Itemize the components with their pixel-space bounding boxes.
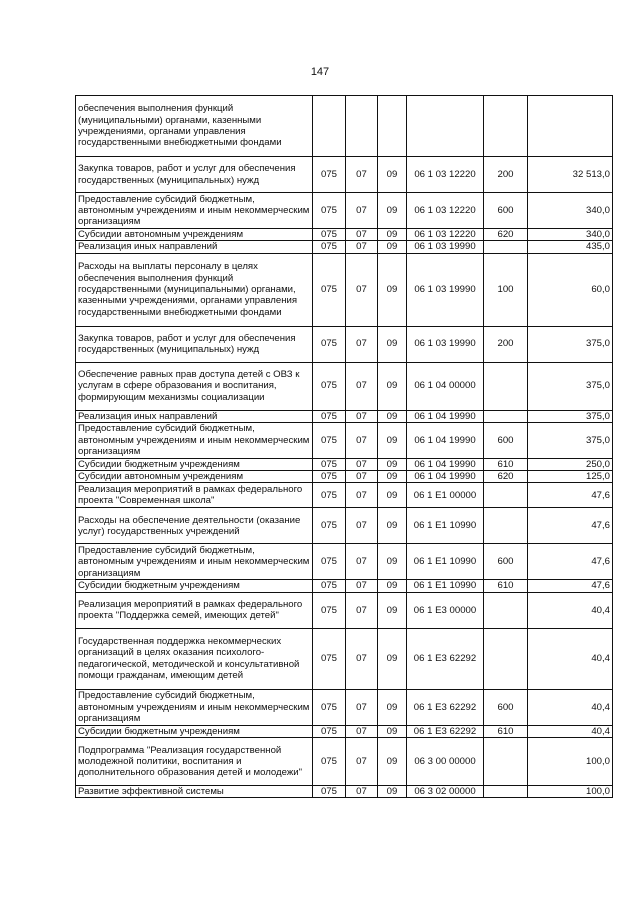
- table-row: [76, 544, 613, 580]
- ministry-code: 075: [313, 410, 346, 422]
- target-code: 06 1 03 19990: [407, 326, 484, 362]
- section-code: 07: [346, 193, 378, 229]
- target-code: 06 1 E3 62292: [407, 628, 484, 689]
- section-code: [346, 96, 378, 157]
- ministry-code: 075: [313, 689, 346, 725]
- table-row: [76, 508, 613, 544]
- amount: 340,0: [528, 193, 613, 229]
- section-code: 07: [346, 362, 378, 410]
- ministry-code: 075: [313, 592, 346, 628]
- row-name: Субсидии бюджетным учреждениям: [76, 725, 313, 737]
- section-code: 07: [346, 410, 378, 422]
- expense-type-code: 600: [484, 544, 528, 580]
- target-code: 06 1 03 12220: [407, 229, 484, 241]
- row-name: Расходы на обеспечение деятельности (оказание услуг) государственных учреждений: [76, 508, 313, 544]
- table-row: [76, 471, 613, 483]
- expense-type-code: [484, 410, 528, 422]
- row-name: Расходы на выплаты персоналу в целях обеспечения выполнения функций государственными (муниципальными) органами, казенными учреждениями, органами управления государственными внебюджетными фондами: [76, 253, 313, 326]
- target-code: 06 1 04 19990: [407, 410, 484, 422]
- amount: 375,0: [528, 422, 613, 458]
- row-name: Субсидии бюджетным учреждениям: [76, 458, 313, 470]
- amount: 40,4: [528, 689, 613, 725]
- budget-table: [75, 95, 613, 798]
- subsection-code: 09: [378, 725, 407, 737]
- ministry-code: 075: [313, 471, 346, 483]
- ministry-code: 075: [313, 193, 346, 229]
- subsection-code: 09: [378, 326, 407, 362]
- target-code: [407, 96, 484, 157]
- subsection-code: 09: [378, 689, 407, 725]
- table-row: [76, 241, 613, 253]
- table-row: [76, 738, 613, 786]
- target-code: 06 1 E1 00000: [407, 483, 484, 508]
- expense-type-code: [484, 508, 528, 544]
- row-name: Предоставление субсидий бюджетным, автономным учреждениям и иным некоммерческим организациям: [76, 422, 313, 458]
- row-name: Развитие эффективной системы: [76, 786, 313, 798]
- row-name: Реализация иных направлений: [76, 410, 313, 422]
- ministry-code: 075: [313, 786, 346, 798]
- expense-type-code: 600: [484, 422, 528, 458]
- row-name: Субсидии автономным учреждениям: [76, 471, 313, 483]
- table-row: [76, 253, 613, 326]
- expense-type-code: 100: [484, 253, 528, 326]
- target-code: 06 1 03 19990: [407, 253, 484, 326]
- ministry-code: [313, 96, 346, 157]
- row-name: Предоставление субсидий бюджетным, автономным учреждениям и иным некоммерческим организациям: [76, 689, 313, 725]
- subsection-code: 09: [378, 157, 407, 193]
- target-code: 06 3 00 00000: [407, 738, 484, 786]
- expense-type-code: 600: [484, 193, 528, 229]
- row-name: Субсидии автономным учреждениям: [76, 229, 313, 241]
- target-code: 06 1 03 12220: [407, 193, 484, 229]
- table-row: [76, 193, 613, 229]
- amount: 47,6: [528, 580, 613, 592]
- table-row: [76, 483, 613, 508]
- target-code: 06 1 04 19990: [407, 471, 484, 483]
- table-row: [76, 592, 613, 628]
- amount: 40,4: [528, 628, 613, 689]
- target-code: 06 1 E1 10990: [407, 544, 484, 580]
- ministry-code: 075: [313, 508, 346, 544]
- row-name: Предоставление субсидий бюджетным, автономным учреждениям и иным некоммерческим организациям: [76, 544, 313, 580]
- ministry-code: 075: [313, 362, 346, 410]
- expense-type-code: [484, 483, 528, 508]
- ministry-code: 075: [313, 229, 346, 241]
- expense-type-code: [484, 592, 528, 628]
- row-name: Субсидии бюджетным учреждениям: [76, 580, 313, 592]
- expense-type-code: [484, 786, 528, 798]
- subsection-code: 09: [378, 508, 407, 544]
- expense-type-code: [484, 628, 528, 689]
- section-code: 07: [346, 786, 378, 798]
- target-code: 06 1 E3 62292: [407, 689, 484, 725]
- subsection-code: 09: [378, 410, 407, 422]
- expense-type-code: 200: [484, 157, 528, 193]
- section-code: 07: [346, 458, 378, 470]
- expense-type-code: [484, 96, 528, 157]
- expense-type-code: [484, 362, 528, 410]
- section-code: 07: [346, 241, 378, 253]
- subsection-code: 09: [378, 471, 407, 483]
- ministry-code: 075: [313, 544, 346, 580]
- amount: 375,0: [528, 326, 613, 362]
- amount: 100,0: [528, 738, 613, 786]
- table-row: [76, 422, 613, 458]
- target-code: 06 1 E1 10990: [407, 580, 484, 592]
- row-name: Подпрограмма "Реализация государственной молодежной политики, воспитания и дополнительного образования детей и молодежи": [76, 738, 313, 786]
- subsection-code: 09: [378, 544, 407, 580]
- subsection-code: 09: [378, 483, 407, 508]
- section-code: 07: [346, 326, 378, 362]
- ministry-code: 075: [313, 458, 346, 470]
- table-row: [76, 326, 613, 362]
- ministry-code: 075: [313, 628, 346, 689]
- expense-type-code: 610: [484, 580, 528, 592]
- subsection-code: [378, 96, 407, 157]
- target-code: 06 1 04 19990: [407, 422, 484, 458]
- ministry-code: 075: [313, 483, 346, 508]
- expense-type-code: 610: [484, 458, 528, 470]
- subsection-code: 09: [378, 253, 407, 326]
- row-name: Обеспечение равных прав доступа детей с ОВЗ к услугам в сфере образования и воспитания, формирующим механизмы социализации: [76, 362, 313, 410]
- amount: 47,6: [528, 508, 613, 544]
- row-name: Предоставление субсидий бюджетным, автономным учреждениям и иным некоммерческим организациям: [76, 193, 313, 229]
- ministry-code: 075: [313, 253, 346, 326]
- target-code: 06 1 E3 62292: [407, 725, 484, 737]
- subsection-code: 09: [378, 229, 407, 241]
- table-row: [76, 410, 613, 422]
- section-code: 07: [346, 592, 378, 628]
- section-code: 07: [346, 483, 378, 508]
- table-row: [76, 628, 613, 689]
- amount: 375,0: [528, 362, 613, 410]
- expense-type-code: 600: [484, 689, 528, 725]
- amount: 40,4: [528, 592, 613, 628]
- expense-type-code: 620: [484, 471, 528, 483]
- subsection-code: 09: [378, 422, 407, 458]
- ministry-code: 075: [313, 725, 346, 737]
- row-name: Реализация иных направлений: [76, 241, 313, 253]
- section-code: 07: [346, 628, 378, 689]
- subsection-code: 09: [378, 580, 407, 592]
- target-code: 06 3 02 00000: [407, 786, 484, 798]
- table-row: [76, 362, 613, 410]
- target-code: 06 1 04 19990: [407, 458, 484, 470]
- amount: 340,0: [528, 229, 613, 241]
- subsection-code: 09: [378, 592, 407, 628]
- section-code: 07: [346, 544, 378, 580]
- amount: 250,0: [528, 458, 613, 470]
- amount: 125,0: [528, 471, 613, 483]
- row-name: Закупка товаров, работ и услуг для обеспечения государственных (муниципальных) нужд: [76, 326, 313, 362]
- expense-type-code: 610: [484, 725, 528, 737]
- target-code: 06 1 03 19990: [407, 241, 484, 253]
- target-code: 06 1 03 12220: [407, 157, 484, 193]
- row-name: Государственная поддержка некоммерческих организаций в целях оказания психолого-педагогической, методической и консультативной помощи гражданам, имеющим детей: [76, 628, 313, 689]
- subsection-code: 09: [378, 362, 407, 410]
- target-code: 06 1 E3 00000: [407, 592, 484, 628]
- subsection-code: 09: [378, 786, 407, 798]
- section-code: 07: [346, 738, 378, 786]
- subsection-code: 09: [378, 738, 407, 786]
- expense-type-code: [484, 738, 528, 786]
- row-name: Закупка товаров, работ и услуг для обеспечения государственных (муниципальных) нужд: [76, 157, 313, 193]
- row-name: Реализация мероприятий в рамках федерального проекта "Поддержка семей, имеющих детей": [76, 592, 313, 628]
- ministry-code: 075: [313, 157, 346, 193]
- subsection-code: 09: [378, 458, 407, 470]
- ministry-code: 075: [313, 422, 346, 458]
- row-name: обеспечения выполнения функций (муниципальными) органами, казенными учреждениями, органами управления государственными внебюджетными фондами: [76, 96, 313, 157]
- table-row: [76, 580, 613, 592]
- section-code: 07: [346, 157, 378, 193]
- section-code: 07: [346, 471, 378, 483]
- page-number: 147: [310, 66, 330, 78]
- ministry-code: 075: [313, 326, 346, 362]
- expense-type-code: [484, 241, 528, 253]
- budget-table-body: [76, 96, 613, 798]
- table-row: [76, 725, 613, 737]
- target-code: 06 1 04 00000: [407, 362, 484, 410]
- table-row: [76, 786, 613, 798]
- amount: 47,6: [528, 544, 613, 580]
- section-code: 07: [346, 229, 378, 241]
- table-row: [76, 689, 613, 725]
- amount: 435,0: [528, 241, 613, 253]
- section-code: 07: [346, 253, 378, 326]
- expense-type-code: 620: [484, 229, 528, 241]
- amount: 32 513,0: [528, 157, 613, 193]
- section-code: 07: [346, 689, 378, 725]
- subsection-code: 09: [378, 628, 407, 689]
- section-code: 07: [346, 725, 378, 737]
- amount: 100,0: [528, 786, 613, 798]
- amount: [528, 96, 613, 157]
- subsection-code: 09: [378, 241, 407, 253]
- table-row: [76, 96, 613, 157]
- amount: 375,0: [528, 410, 613, 422]
- section-code: 07: [346, 580, 378, 592]
- row-name: Реализация мероприятий в рамках федерального проекта "Современная школа": [76, 483, 313, 508]
- amount: 60,0: [528, 253, 613, 326]
- expense-type-code: 200: [484, 326, 528, 362]
- table-row: [76, 157, 613, 193]
- table-row: [76, 229, 613, 241]
- section-code: 07: [346, 422, 378, 458]
- target-code: 06 1 E1 10990: [407, 508, 484, 544]
- ministry-code: 075: [313, 738, 346, 786]
- ministry-code: 075: [313, 241, 346, 253]
- ministry-code: 075: [313, 580, 346, 592]
- amount: 47,6: [528, 483, 613, 508]
- table-row: [76, 458, 613, 470]
- amount: 40,4: [528, 725, 613, 737]
- section-code: 07: [346, 508, 378, 544]
- subsection-code: 09: [378, 193, 407, 229]
